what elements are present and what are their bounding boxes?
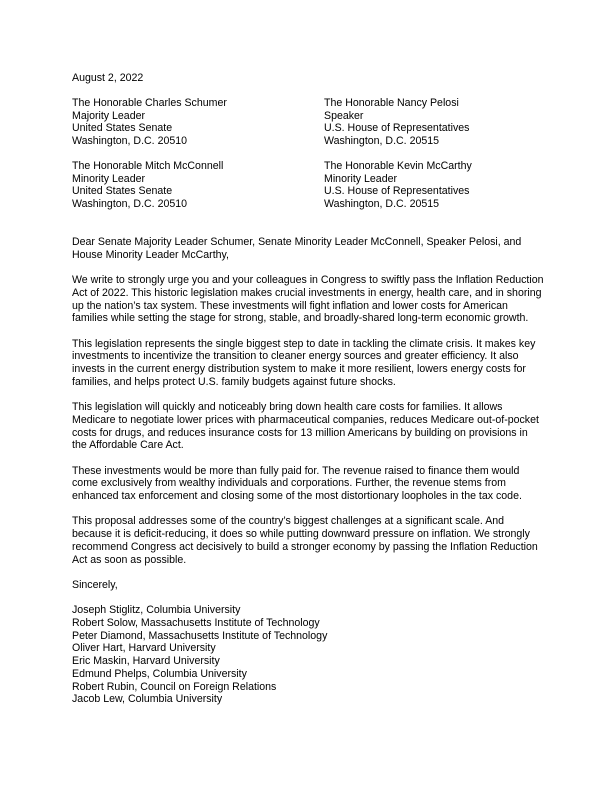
addressee-block — [324, 160, 564, 211]
addressee-city: Washington, D.C. 20510 — [72, 135, 188, 148]
signatory: Oliver Hart, Harvard University — [72, 642, 216, 655]
body-paragraph: This legislation represents the single biggest step to date in tackling the climate crisis. It makes key investments to incentivize the transition to cleaner energy sources and greater efficiency. It also invests in the current energy distribution system to make it more resilient, lowers energy costs for families, and helps protect U.S. family budgets against future shocks. — [72, 337, 536, 388]
addressee-block — [72, 97, 312, 148]
letter-date: August 2, 2022 — [72, 72, 144, 84]
signatory: Robert Rubin, Council on Foreign Relations — [72, 680, 277, 693]
addressee-body: United States Senate — [72, 185, 173, 198]
letter-body — [72, 236, 544, 706]
signatory: Eric Maskin, Harvard University — [72, 655, 220, 668]
salutation: Dear Senate Majority Leader Schumer, Senate Minority Leader McConnell, Speaker Pelosi, and House Minority Leader McCarthy, — [72, 236, 522, 261]
body-paragraph: This legislation will quickly and noticeably bring down health care costs for families. It allows Medicare to negotiate lower prices with pharmaceutical companies, reduces Medicare out-of-pocket costs for drugs, and reduces insurance costs for 13 million Americans by building on provisions in the Affordable Care Act. — [72, 401, 539, 452]
addressee-body: U.S. House of Representatives — [324, 122, 470, 135]
addressee-name: The Honorable Mitch McConnell — [72, 160, 224, 172]
signatory-list — [72, 604, 544, 706]
addressee-name: The Honorable Nancy Pelosi — [324, 97, 459, 109]
body-paragraph: We write to strongly urge you and your colleagues in Congress to swiftly pass the Inflation Reduction Act of 2022. This historic legislation makes crucial investments in energy, health care, and in shoring up the nation’s tax system. These investments will fight inflation and lower costs for American families while setting the stage for strong, stable, and broadly-shared long-term economic growth. — [72, 274, 544, 325]
signatory: Robert Solow, Massachusetts Institute of Technology — [72, 616, 320, 629]
addressee-body: U.S. House of Representatives — [324, 185, 470, 198]
addressee-name: The Honorable Charles Schumer — [72, 97, 227, 109]
addressee-title: Minority Leader — [72, 172, 146, 185]
addressee-body: United States Senate — [72, 122, 173, 135]
signatory: Joseph Stiglitz, Columbia University — [72, 604, 241, 617]
addressee-title: Speaker — [324, 109, 364, 122]
addressee-title: Majority Leader — [72, 109, 146, 122]
addressee-block — [324, 97, 564, 148]
signatory: Jacob Lew, Columbia University — [72, 693, 223, 706]
addressee-city: Washington, D.C. 20515 — [324, 198, 440, 211]
addressee-title: Minority Leader — [324, 172, 398, 185]
addressee-name: The Honorable Kevin McCarthy — [324, 160, 472, 172]
body-paragraph: This proposal addresses some of the country’s biggest challenges at a significant scale. And because it is deficit-reducing, it does so while putting downward pressure on inflation. We strongly recommend Congress act decisively to build a stronger economy by passing the Inflation Reduction Act as soon as possible. — [72, 515, 538, 566]
addressee-city: Washington, D.C. 20515 — [324, 135, 440, 148]
signatory: Peter Diamond, Massachusetts Institute of Technology — [72, 629, 328, 642]
signatory: Edmund Phelps, Columbia University — [72, 667, 247, 680]
addressee-block — [72, 160, 312, 211]
closing: Sincerely, — [72, 578, 118, 591]
body-paragraph: These investments would be more than fully paid for. The revenue raised to finance them would come exclusively from wealthy individuals and corporations. Further, the revenue stems from enhanced tax enforcement and closing some of the most distortionary loopholes in the tax code. — [72, 464, 522, 502]
addressee-city: Washington, D.C. 20510 — [72, 198, 188, 211]
